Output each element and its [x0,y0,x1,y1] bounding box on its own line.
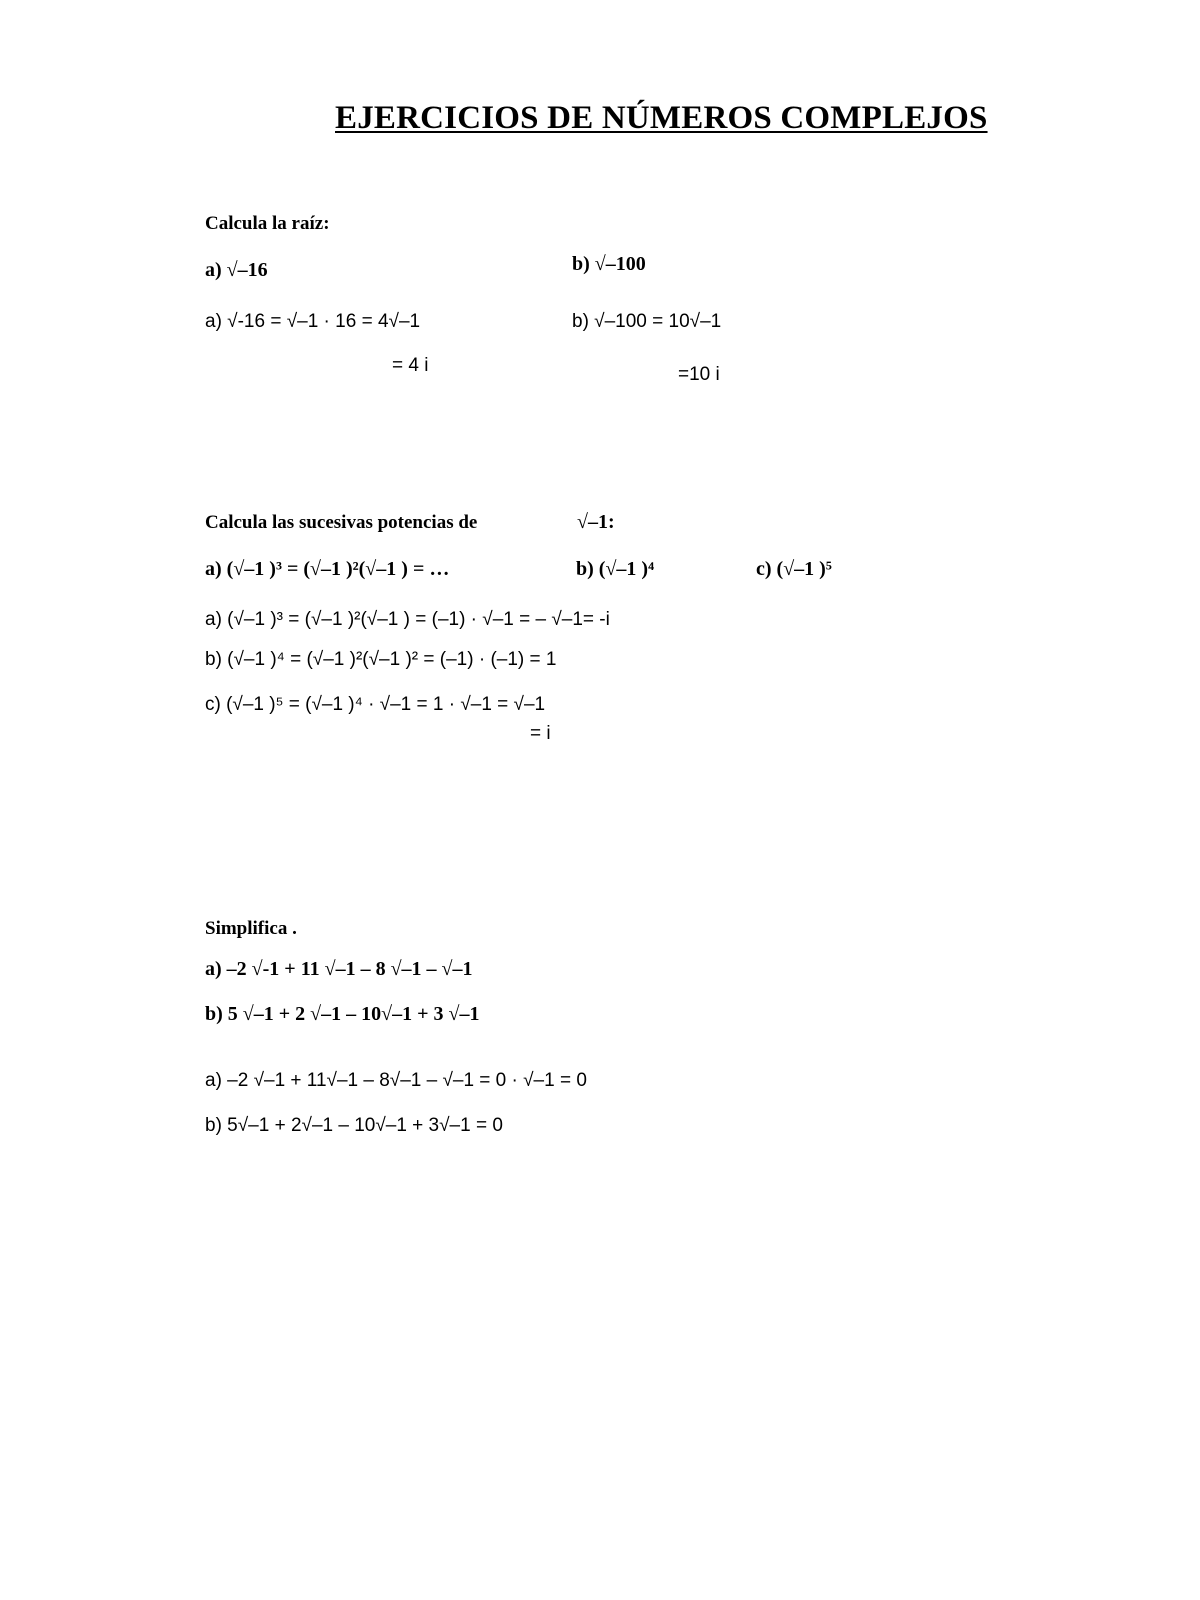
section-1-solution-a-result: = 4 i [392,355,429,376]
section-1-exercise-b: b) √–100 [572,253,646,275]
section-1-heading: Calcula la raíz: [205,213,330,234]
section-2-solution-c-result: = i [530,723,551,744]
section-2-heading: Calcula las sucesivas potencias de [205,512,478,533]
page-title: EJERCICIOS DE NÚMEROS COMPLEJOS [335,100,988,136]
section-2-solution-a: a) (√–1 )³ = (√–1 )²(√–1 ) = (–1) · √–1 = – √–1= -i [205,609,610,630]
section-1-exercise-a: a) √–16 [205,259,268,281]
section-3-heading: Simplifica . [205,918,297,939]
section-3-exercise-b: b) 5 √–1 + 2 √–1 – 10√–1 + 3 √–1 [205,1003,480,1025]
section-1-solution-b: b) √–100 = 10√–1 [572,311,722,332]
section-3-solution-a: a) –2 √–1 + 11√–1 – 8√–1 – √–1 = 0 · √–1 = 0 [205,1070,587,1091]
section-2-solution-b: b) (√–1 )⁴ = (√–1 )²(√–1 )² = (–1) · (–1) = 1 [205,649,557,670]
section-3-exercise-a: a) –2 √-1 + 11 √–1 – 8 √–1 – √–1 [205,958,473,980]
section-2-solution-c: c) (√–1 )⁵ = (√–1 )⁴ · √–1 = 1 · √–1 = √–1 [205,694,546,715]
section-2-exercise-a: a) (√–1 )³ = (√–1 )²(√–1 ) = … [205,558,450,580]
section-2-exercise-c: c) (√–1 )⁵ [756,558,832,580]
section-2-heading-radical: √–1: [577,511,615,533]
section-2-exercise-b: b) (√–1 )⁴ [576,558,655,580]
section-1-solution-a: a) √-16 = √–1 · 16 = 4√–1 [205,311,421,332]
section-1-solution-b-result: =10 i [678,364,720,385]
section-3-solution-b: b) 5√–1 + 2√–1 – 10√–1 + 3√–1 = 0 [205,1115,503,1136]
